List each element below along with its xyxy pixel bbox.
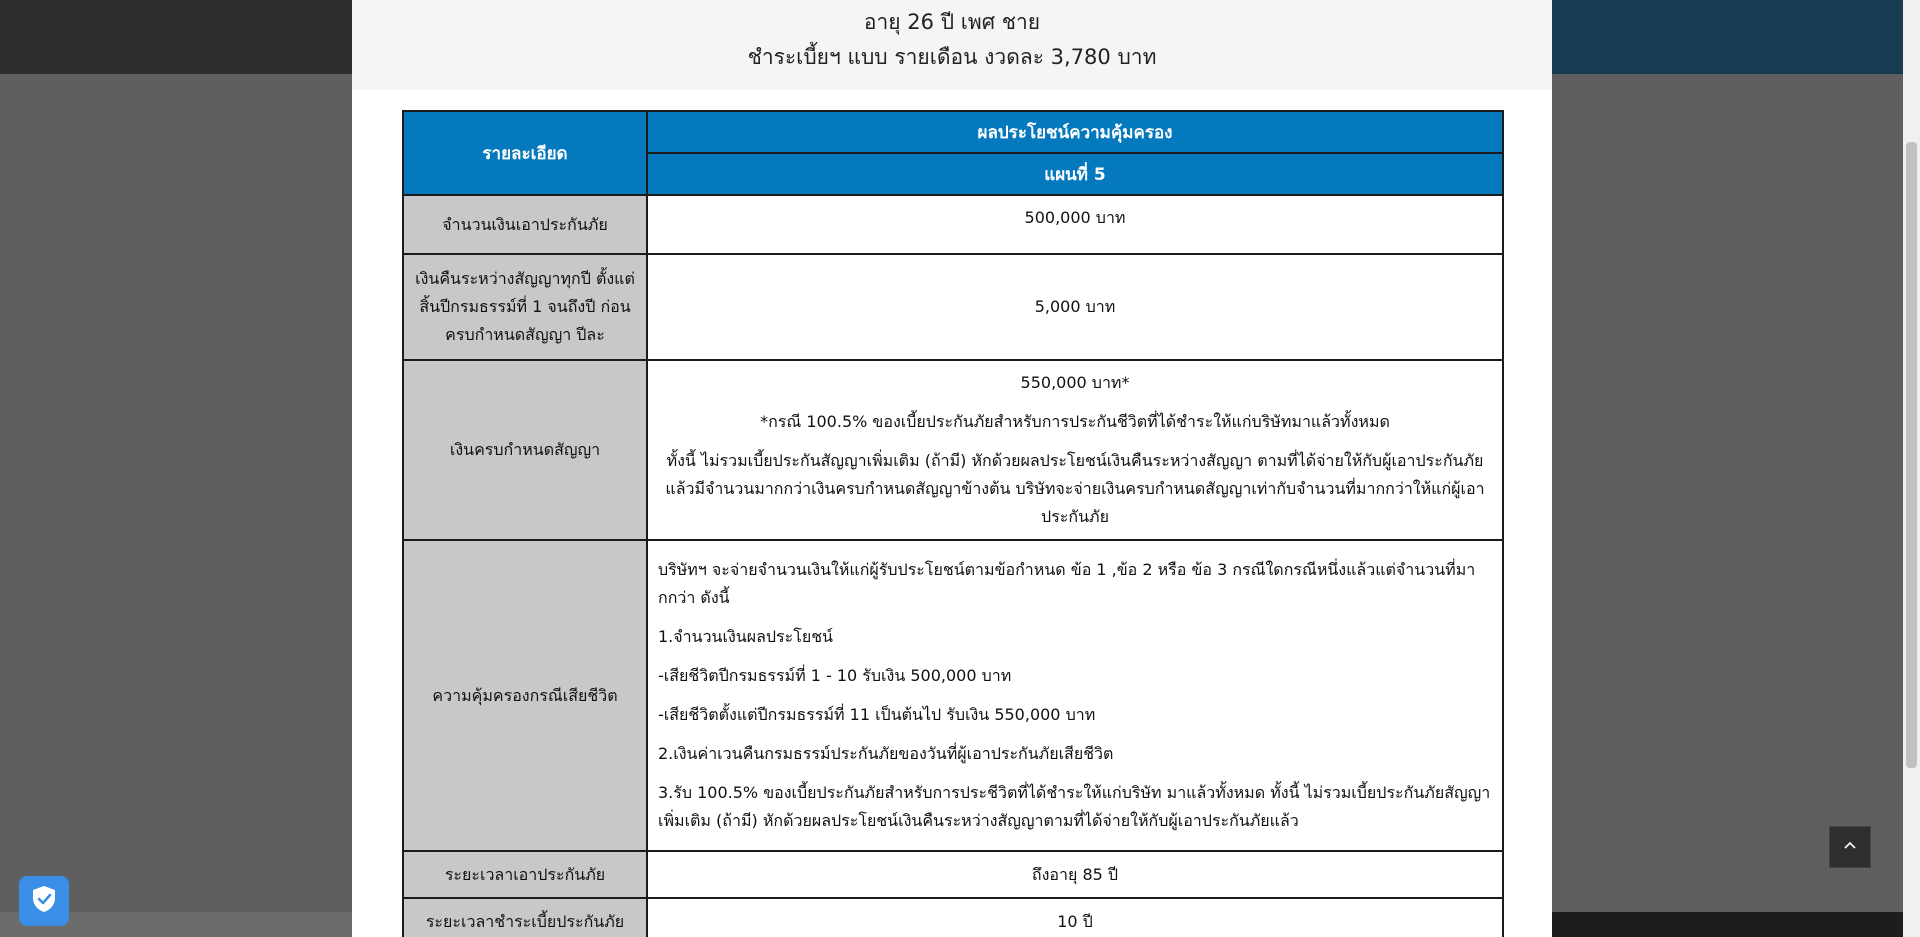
death-benefit-line: 1.จำนวนเงินผลประโยชน์ <box>658 627 833 646</box>
row-label: เงินคืนระหว่างสัญญาทุกปี ตั้งแต่สิ้นปีกรมธรรม์ที่ 1 จนถึงปี ก่อนครบกำหนดสัญญา ปีละ <box>403 254 647 360</box>
modal-header <box>352 0 1552 90</box>
table-row <box>403 851 1503 898</box>
insured-profile: อายุ 26 ปี เพศ ชาย <box>863 10 1041 34</box>
page-footer-image <box>1552 912 1920 937</box>
scrollbar-thumb[interactable] <box>1906 142 1917 768</box>
row-label: จำนวนเงินเอาประกันภัย <box>403 195 647 254</box>
row-value-group <box>647 360 1503 540</box>
premium-summary: ชำระเบี้ยฯ แบบ รายเดือน งวดละ 3,780 บาท <box>747 45 1157 69</box>
plan-detail-modal <box>352 0 1552 937</box>
row-value: ถึงอายุ 85 ปี <box>647 851 1503 898</box>
header-benefit: ผลประโยชน์ความคุ้มครอง <box>647 111 1503 153</box>
shield-check-icon <box>30 884 58 918</box>
death-benefit-line: -เสียชีวิตปีกรมธรรม์ที่ 1 - 10 รับเงิน 500,000 บาท <box>658 666 1012 685</box>
death-benefit-line: 3.รับ 100.5% ของเบี้ยประกันภัยสำหรับการประชีวิตที่ได้ชำระให้แก่บริษัท มาแล้วทั้งหมด ทั้งนี้ ไม่รวมเบี้ยประกันภัยสัญญาเพิ่มเติม (ถ้ามี) หักด้วยผลประโยชน์เงินคืนระหว่างสัญญาตามที่ได้จ่ายให้กับผู้เอาประกันภัยแล้ว <box>658 783 1491 830</box>
row-value: 10 ปี <box>647 898 1503 937</box>
header-plan: แผนที่ 5 <box>647 153 1503 195</box>
row-label: ความคุ้มครองกรณีเสียชีวิต <box>403 540 647 851</box>
row-value: 5,000 บาท <box>647 254 1503 360</box>
row-label: ระยะเวลาเอาประกันภัย <box>403 851 647 898</box>
death-benefit-list <box>647 540 1503 851</box>
page-topbar-accent <box>1540 0 1920 74</box>
row-label: ระยะเวลาชำระเบี้ยประกันภัย <box>403 898 647 937</box>
back-to-top-button[interactable] <box>1829 826 1871 868</box>
row-value: 500,000 บาท <box>647 195 1503 254</box>
row-label: เงินครบกำหนดสัญญา <box>403 360 647 540</box>
chevron-up-icon <box>1842 837 1858 857</box>
death-benefit-intro: บริษัทฯ จะจ่ายจำนวนเงินให้แก่ผู้รับประโยชน์ตามข้อกำหนด ข้อ 1 ,ข้อ 2 หรือ ข้อ 3 กรณีใดกรณีหนึ่งแล้วแต่จำนวนที่มากกว่า ดังนี้ <box>658 560 1476 607</box>
table-row <box>403 195 1503 254</box>
table-row <box>403 540 1503 851</box>
page-scrollbar[interactable] <box>1903 0 1920 937</box>
death-benefit-line: 2.เงินค่าเวนคืนกรมธรรม์ประกันภัยของวันที่ผู้เอาประกันภัยเสียชีวิต <box>658 744 1114 763</box>
table-row <box>403 360 1503 540</box>
benefit-table <box>402 110 1504 937</box>
table-row <box>403 254 1503 360</box>
death-benefit-line: -เสียชีวิตตั้งแต่ปีกรมธรรม์ที่ 11 เป็นต้นไป รับเงิน 550,000 บาท <box>658 705 1096 724</box>
table-row <box>403 898 1503 937</box>
maturity-condition: ทั้งนี้ ไม่รวมเบี้ยประกันสัญญาเพิ่มเติม (ถ้ามี) หักด้วยผลประโยชน์เงินคืนระหว่างสัญญา ตามที่ได้จ่ายให้กับผู้เอาประกันภัยแล้วมีจำนวนมากกว่าเงินครบกำหนดสัญญาข้างต้น บริษัทจะจ่ายเงินครบกำหนดสัญญาเท่ากับจำนวนที่มากกว่าให้แก่ผู้เอาประกันภัย <box>665 451 1485 526</box>
maturity-amount: 550,000 บาท* <box>1020 373 1130 392</box>
maturity-note: *กรณี 100.5% ของเบี้ยประกันภัยสำหรับการประกันชีวิตที่ได้ชำระให้แก่บริษัทมาแล้วทั้งหมด <box>760 412 1390 431</box>
header-detail: รายละเอียด <box>403 111 647 195</box>
privacy-settings-button[interactable] <box>19 876 69 926</box>
